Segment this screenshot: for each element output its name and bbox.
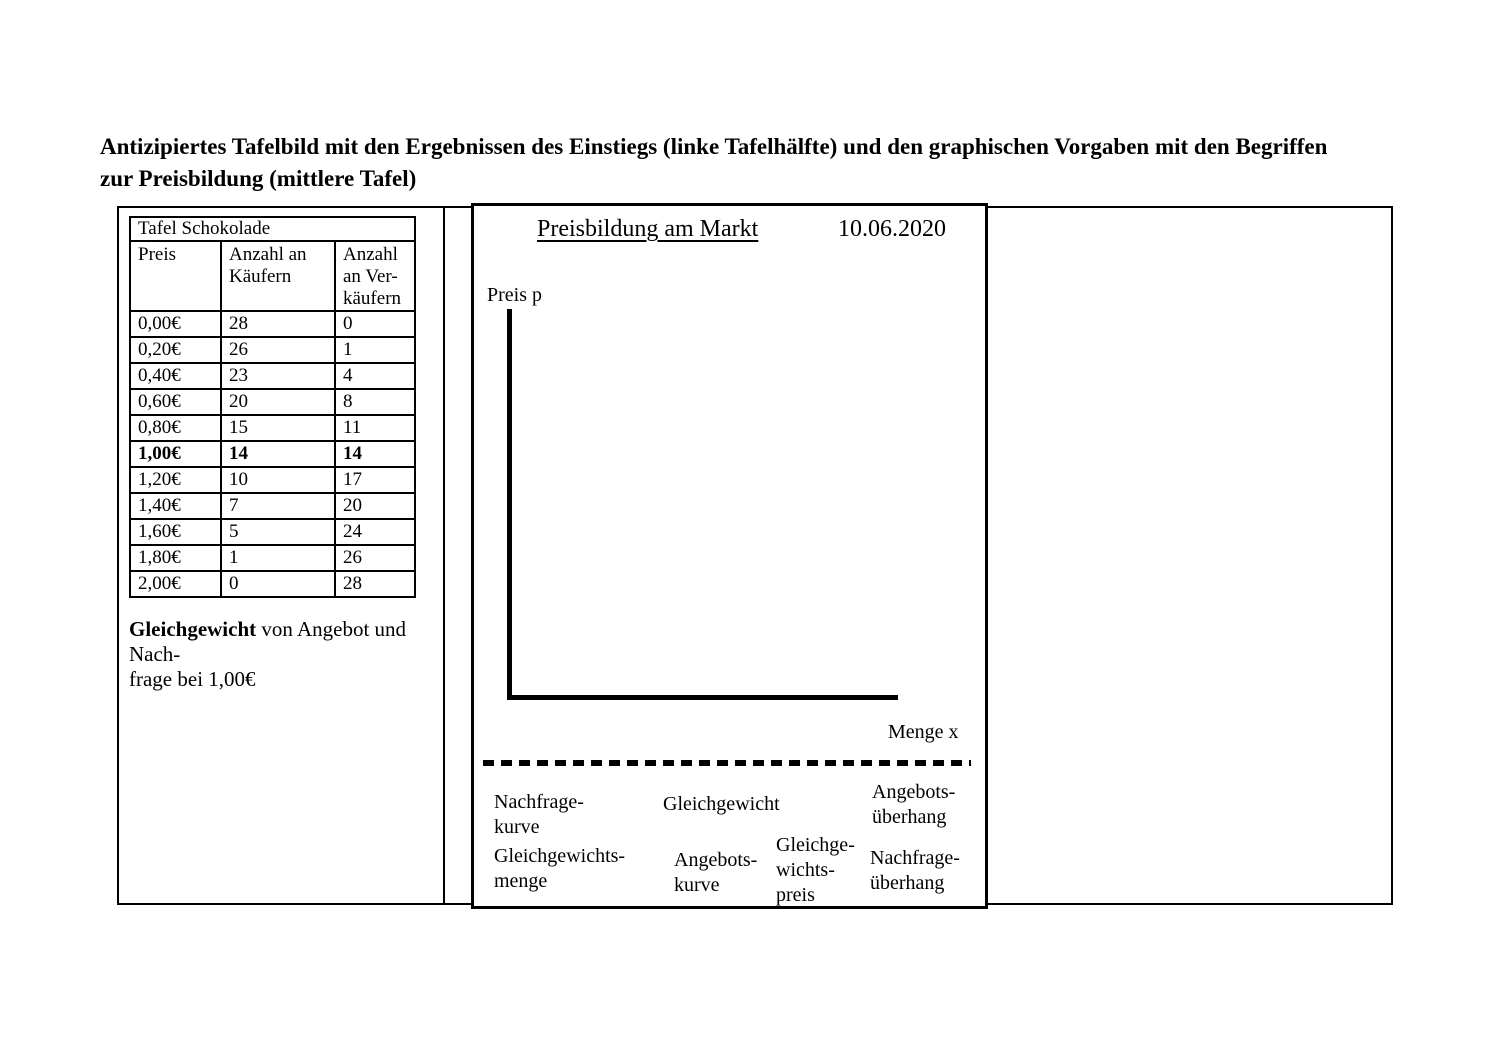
table-row <box>130 415 415 441</box>
header-line: an Ver- <box>343 266 398 287</box>
buyers-cell: 1 <box>221 545 335 571</box>
term-angebotskurve <box>674 848 757 898</box>
term-gleichgewichtspreis <box>776 833 855 908</box>
x-axis-line <box>507 695 898 700</box>
price-cell: 0,00€ <box>130 311 221 337</box>
table-row <box>130 519 415 545</box>
price-cell: 0,20€ <box>130 337 221 363</box>
header-line: Anzahl an <box>229 244 307 265</box>
sellers-cell: 11 <box>335 415 415 441</box>
table-row <box>130 363 415 389</box>
x-axis-label: Menge x <box>888 721 959 743</box>
buyers-cell: 14 <box>221 441 335 467</box>
term-line: überhang <box>870 872 945 894</box>
term-line: Nachfrage- <box>870 847 960 869</box>
term-gleichgewichtsmenge <box>494 844 625 894</box>
sellers-cell: 28 <box>335 571 415 597</box>
equilibrium-note <box>129 617 449 692</box>
sellers-cell: 14 <box>335 441 415 467</box>
buyers-cell: 26 <box>221 337 335 363</box>
table-row <box>130 467 415 493</box>
buyers-cell: 5 <box>221 519 335 545</box>
price-cell: 1,40€ <box>130 493 221 519</box>
term-line: Gleichge- <box>776 834 855 856</box>
table-row <box>130 389 415 415</box>
term-line: Angebots- <box>872 781 956 803</box>
term-line: Angebots- <box>674 849 758 871</box>
price-cell: 0,40€ <box>130 363 221 389</box>
price-cell: 2,00€ <box>130 571 221 597</box>
table-row-equilibrium <box>130 441 415 467</box>
price-cell: 0,60€ <box>130 389 221 415</box>
sellers-cell: 17 <box>335 467 415 493</box>
note-line1 <box>129 617 449 667</box>
buyers-cell: 28 <box>221 311 335 337</box>
sellers-cell: 1 <box>335 337 415 363</box>
table-row <box>130 337 415 363</box>
term-line: Nachfrage- <box>494 791 584 813</box>
board-title: Preisbildung am Markt <box>537 216 759 242</box>
note-line2: frage bei 1,00€ <box>129 667 256 691</box>
page-heading: Antizipiertes Tafelbild mit den Ergebnissen des Einstiegs (linke Tafelhälfte) und den graphischen Vorgaben mit den Begriffen zur Preisbildung (mittlere Tafel) <box>100 134 1328 191</box>
sellers-cell: 8 <box>335 389 415 415</box>
board-date: 10.06.2020 <box>838 216 946 242</box>
term-line: überhang <box>872 806 947 828</box>
header-line: Preis <box>138 244 176 265</box>
left-panel-divider <box>443 206 445 905</box>
buyers-cell: 0 <box>221 571 335 597</box>
header-line: Anzahl <box>343 244 398 265</box>
table-title-row <box>130 217 415 241</box>
term-line: kurve <box>674 874 720 896</box>
sellers-cell: 26 <box>335 545 415 571</box>
price-cell: 1,60€ <box>130 519 221 545</box>
buyers-cell: 23 <box>221 363 335 389</box>
table-row <box>130 545 415 571</box>
table-header-row <box>130 241 415 311</box>
right-board-panel <box>988 208 1391 903</box>
sellers-cell: 20 <box>335 493 415 519</box>
col-header-verkaeufer <box>335 241 415 311</box>
term-line: preis <box>776 884 815 906</box>
price-cell: 1,00€ <box>130 441 221 467</box>
table-row <box>130 571 415 597</box>
term-gleichgewicht <box>663 792 780 817</box>
chocolate-table <box>129 216 416 598</box>
price-cell: 0,80€ <box>130 415 221 441</box>
header-line: Käufern <box>229 266 292 287</box>
table-row <box>130 493 415 519</box>
buyers-cell: 7 <box>221 493 335 519</box>
buyers-cell: 20 <box>221 389 335 415</box>
price-cell: 1,20€ <box>130 467 221 493</box>
term-line: kurve <box>494 816 540 838</box>
term-nachfragekurve <box>494 790 584 840</box>
note-line1-rest: von Angebot und Nach- <box>129 617 407 666</box>
y-axis-line <box>507 309 512 700</box>
term-line: wichts- <box>776 859 835 881</box>
term-line: Gleichgewicht <box>663 793 780 815</box>
table-title: Tafel Schokolade <box>130 217 415 241</box>
col-header-kaeufer <box>221 241 335 311</box>
buyers-cell: 15 <box>221 415 335 441</box>
header-line: käufern <box>343 288 402 309</box>
term-angebotsueberhang <box>872 780 955 830</box>
note-bold: Gleichgewicht <box>129 617 257 641</box>
sellers-cell: 24 <box>335 519 415 545</box>
sellers-cell: 4 <box>335 363 415 389</box>
term-line: Gleichgewichts- <box>494 845 626 867</box>
sellers-cell: 0 <box>335 311 415 337</box>
table-row <box>130 311 415 337</box>
buyers-cell: 10 <box>221 467 335 493</box>
dashed-separator <box>483 760 971 766</box>
col-header-preis <box>130 241 221 311</box>
term-nachfrageueberhang <box>870 846 960 896</box>
term-line: menge <box>494 870 548 892</box>
y-axis-label: Preis p <box>487 284 542 306</box>
price-cell: 1,80€ <box>130 545 221 571</box>
